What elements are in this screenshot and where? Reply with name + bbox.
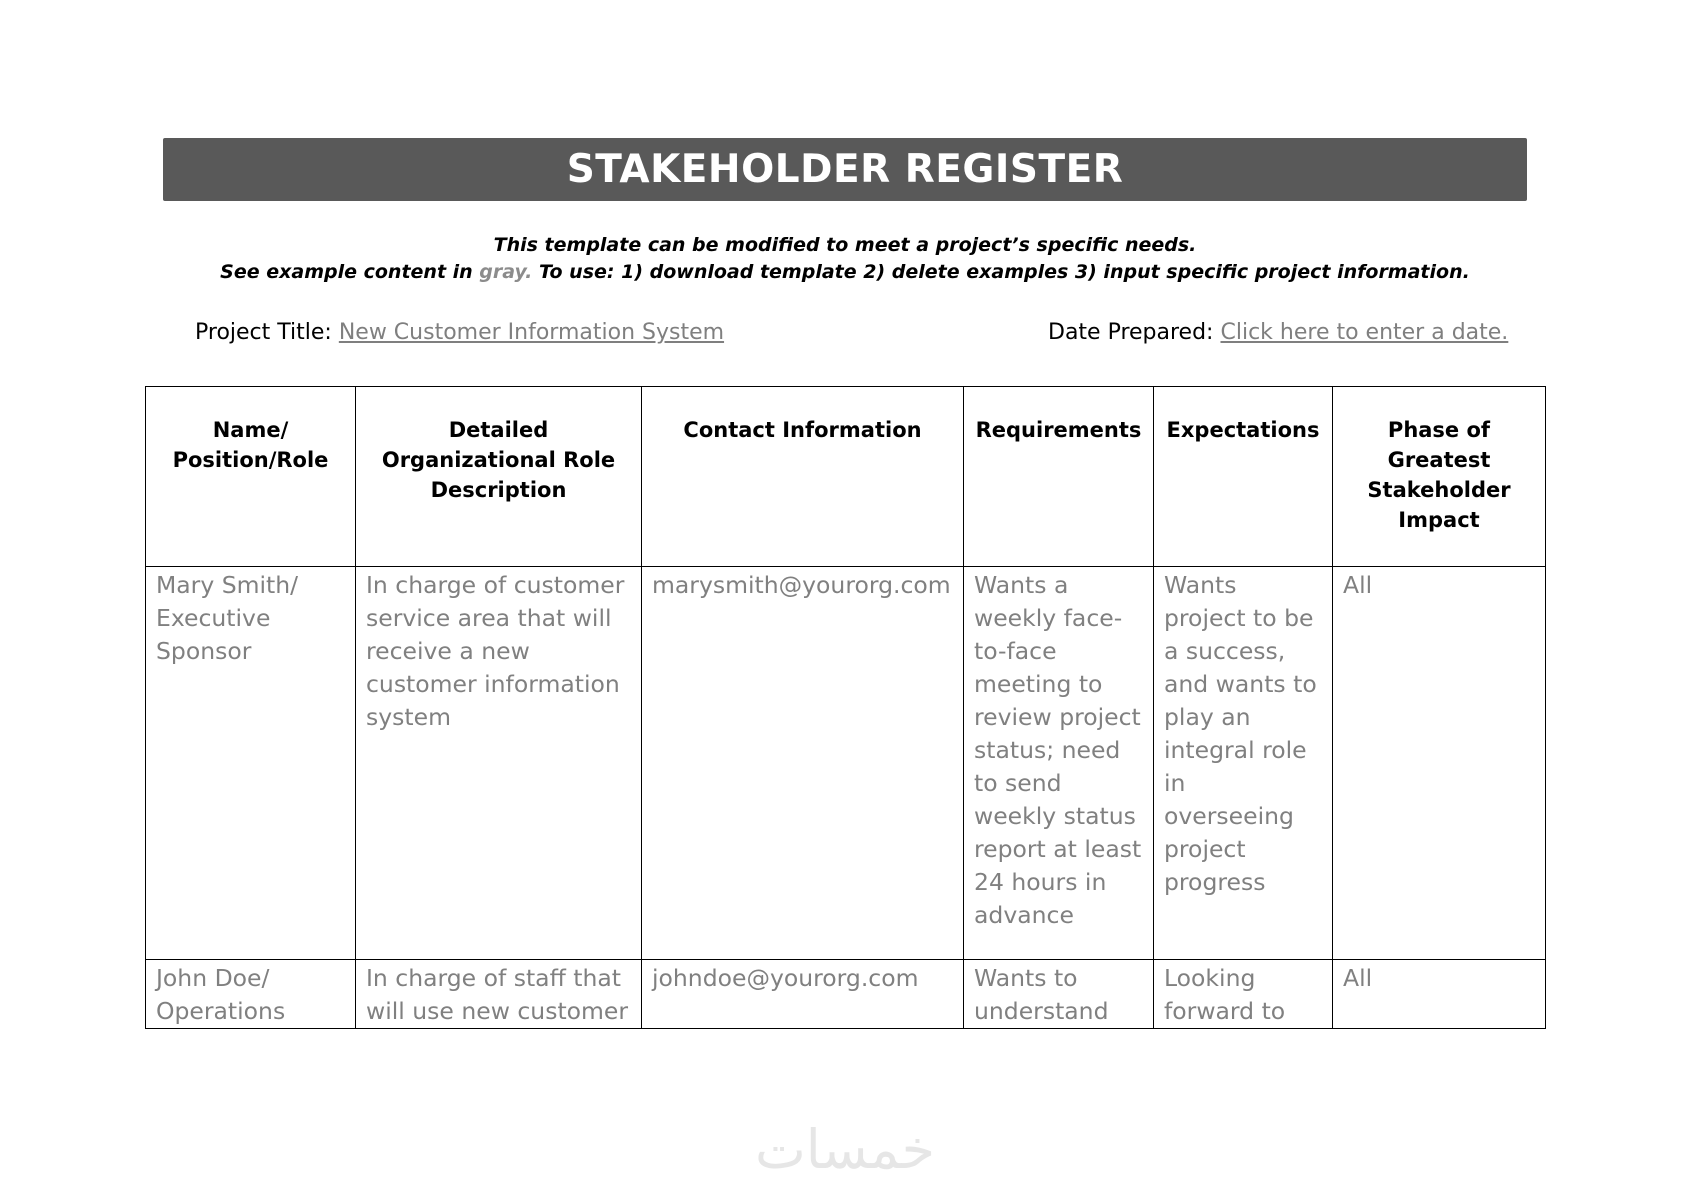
cell-phase[interactable]: All	[1333, 960, 1546, 1029]
stakeholder-table	[145, 386, 1546, 1029]
column-header-contact: Contact Information	[642, 387, 964, 567]
cell-name[interactable]: John Doe/ Operations	[146, 960, 356, 1029]
project-title-label: Project Title:	[195, 320, 332, 345]
page-title: STAKEHOLDER REGISTER	[566, 147, 1124, 192]
cell-requirements[interactable]: Wants a weekly face-to-face meeting to review project status; need to send weekly status report at least 24 hours in advance	[964, 567, 1154, 960]
instructions	[163, 232, 1527, 286]
project-title-row	[195, 320, 724, 345]
table-row	[146, 567, 1546, 960]
instructions-line-2	[163, 259, 1527, 286]
table-row	[146, 960, 1546, 1029]
column-header-expectations: Expectations	[1154, 387, 1333, 567]
cell-requirements[interactable]: Wants to understand	[964, 960, 1154, 1029]
column-header-phase: Phase of Greatest Stakeholder Impact	[1333, 387, 1546, 567]
date-prepared-label: Date Prepared:	[1048, 320, 1214, 345]
cell-expectations[interactable]: Looking forward to	[1154, 960, 1333, 1029]
instructions-line-1: This template can be modified to meet a project’s specific needs.	[493, 234, 1197, 256]
cell-contact[interactable]: johndoe@yourorg.com	[642, 960, 964, 1029]
cell-description[interactable]: In charge of customer service area that will receive a new customer information system	[356, 567, 642, 960]
table-header-row	[146, 387, 1546, 567]
cell-contact[interactable]: marysmith@yourorg.com	[642, 567, 964, 960]
cell-name[interactable]: Mary Smith/ Executive Sponsor	[146, 567, 356, 960]
column-header-name: Name/ Position/Role	[146, 387, 356, 567]
instructions-line-2-start: See example content in	[220, 261, 480, 283]
cell-expectations[interactable]: Wants project to be a success, and wants to play an integral role in overseeing project progress	[1154, 567, 1333, 960]
instructions-gray-word: gray.	[479, 261, 533, 283]
date-prepared-row	[1048, 320, 1508, 345]
project-title-field[interactable]: New Customer Information System	[338, 320, 725, 345]
instructions-line-2-end: To use: 1) download template 2) delete examples 3) input specific project information.	[532, 261, 1470, 283]
watermark-logo: خمسات	[754, 1118, 936, 1181]
cell-description[interactable]: In charge of staff that will use new customer	[356, 960, 642, 1029]
column-header-requirements: Requirements	[964, 387, 1154, 567]
column-header-description: Detailed Organizational Role Description	[356, 387, 642, 567]
date-prepared-field[interactable]: Click here to enter a date.	[1220, 320, 1509, 345]
cell-phase[interactable]: All	[1333, 567, 1546, 960]
title-bar	[163, 138, 1527, 201]
